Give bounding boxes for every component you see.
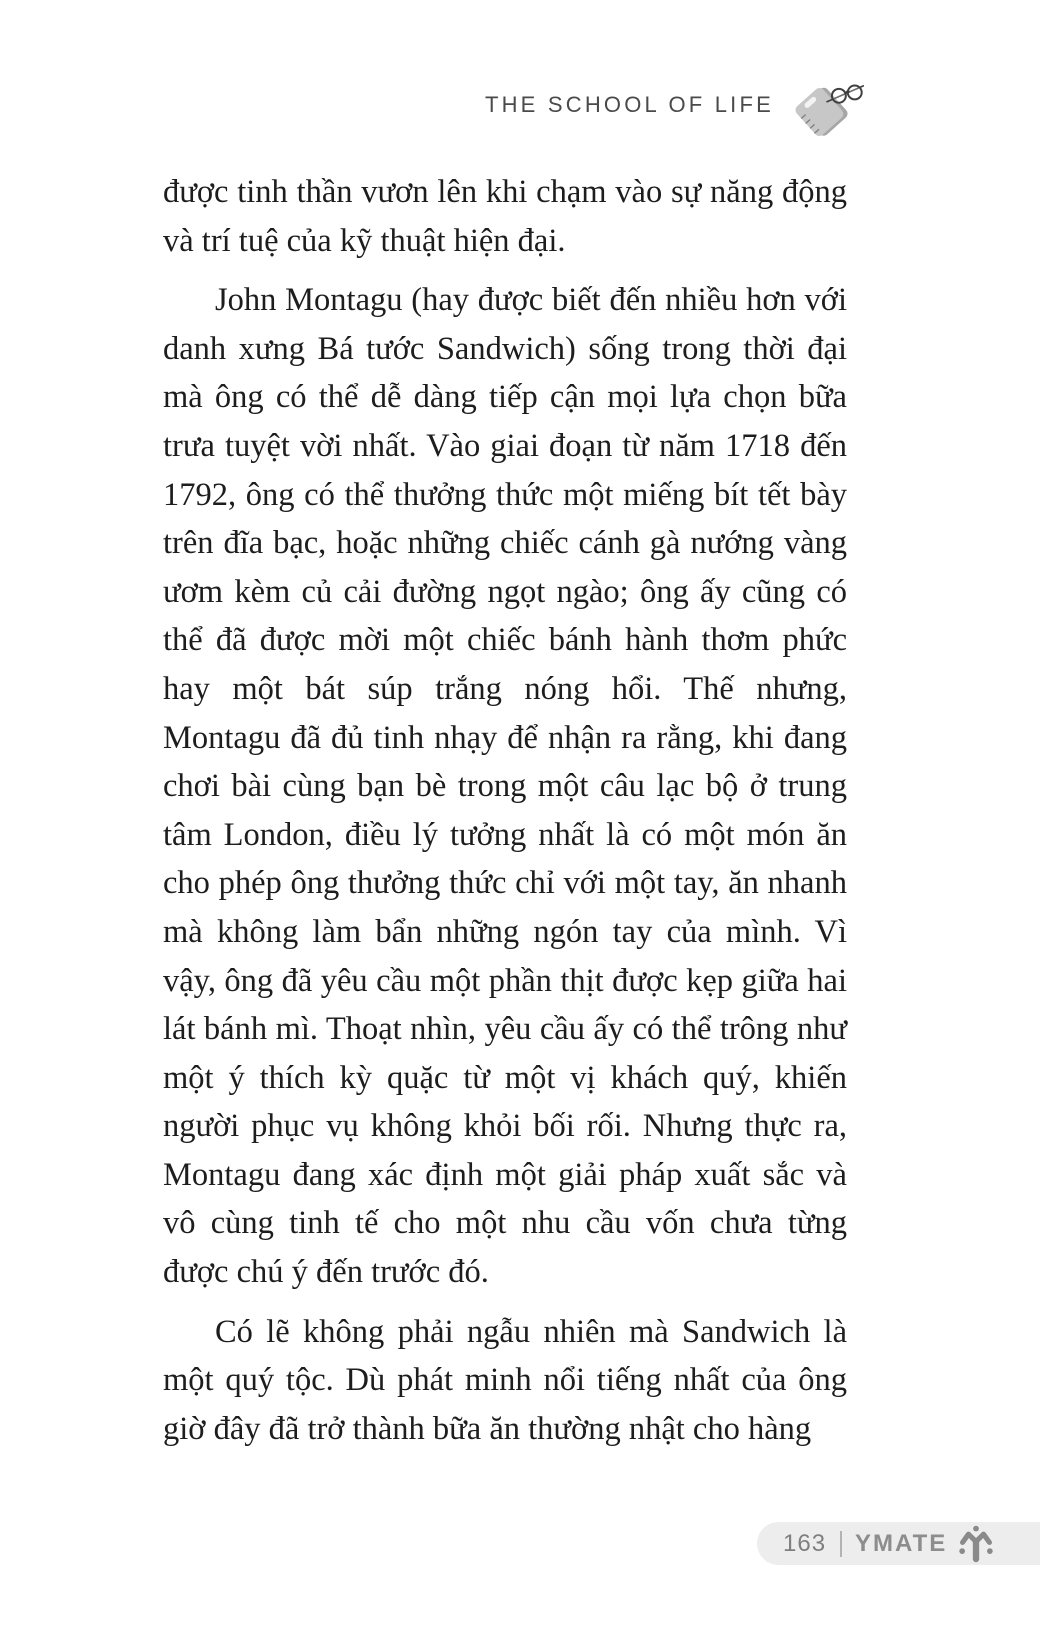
paragraph: được tinh thần vươn lên khi chạm vào sự năng động và trí tuệ của kỹ thuật hiện đại.: [163, 174, 847, 259]
page-header: [485, 72, 864, 142]
page-number: 163: [783, 1529, 827, 1557]
ymate-logo-icon: [957, 1525, 995, 1563]
footer-page-bar: [757, 1522, 1040, 1565]
footer-divider: [840, 1531, 842, 1557]
paragraph: Có lẽ không phải ngẫu nhiên mà Sandwich là một quý tộc. Dù phát minh nổi tiếng nhất của ông giờ đây đã trở thành bữa ăn thường nhật cho hàng: [163, 1313, 847, 1447]
body-text: [163, 168, 847, 1453]
brand-name: YMATE: [855, 1529, 948, 1557]
paragraph: John Montagu (hay được biết đến nhiều hơn với danh xưng Bá tước Sandwich) sống trong thời đại mà ông có thể dễ dàng tiếp cận mọi lựa chọn bữa trưa tuyệt vời nhất. Vào giai đoạn từ năm 1718 đến 1792, ông có thể thưởng thức một miếng bít tết bày trên đĩa bạc, hoặc những chiếc cánh gà nướng vàng ươm kèm củ cải đường ngọt ngào; ông ấy cũng có thể đã được mời một chiếc bánh hành thơm phức hay một bát súp trắng nóng hổi. Thế nhưng, Montagu đã đủ tinh nhạy để nhận ra rằng, khi đang chơi bài cùng bạn bè trong một câu lạc bộ ở trung tâm London, điều lý tưởng nhất là có một món ăn cho phép ông thưởng thức chỉ với một tay, ăn nhanh mà không làm bẩn những ngón tay của mình. Vì vậy, ông đã yêu cầu một phần thịt được kẹp giữa hai lát bánh mì. Thoạt nhìn, yêu cầu ấy có thể trông như một ý thích kỳ quặc từ một vị khách quý, khiến người phục vụ không khỏi bối rối. Nhưng thực ra, Montagu đang xác định một giải pháp xuất sắc và vô cùng tinh tế cho một nhu cầu vốn chưa từng được chú ý đến trước đó.: [163, 282, 847, 1291]
notebook-glasses-icon: [790, 72, 864, 142]
header-title: THE SCHOOL OF LIFE: [484, 92, 774, 117]
